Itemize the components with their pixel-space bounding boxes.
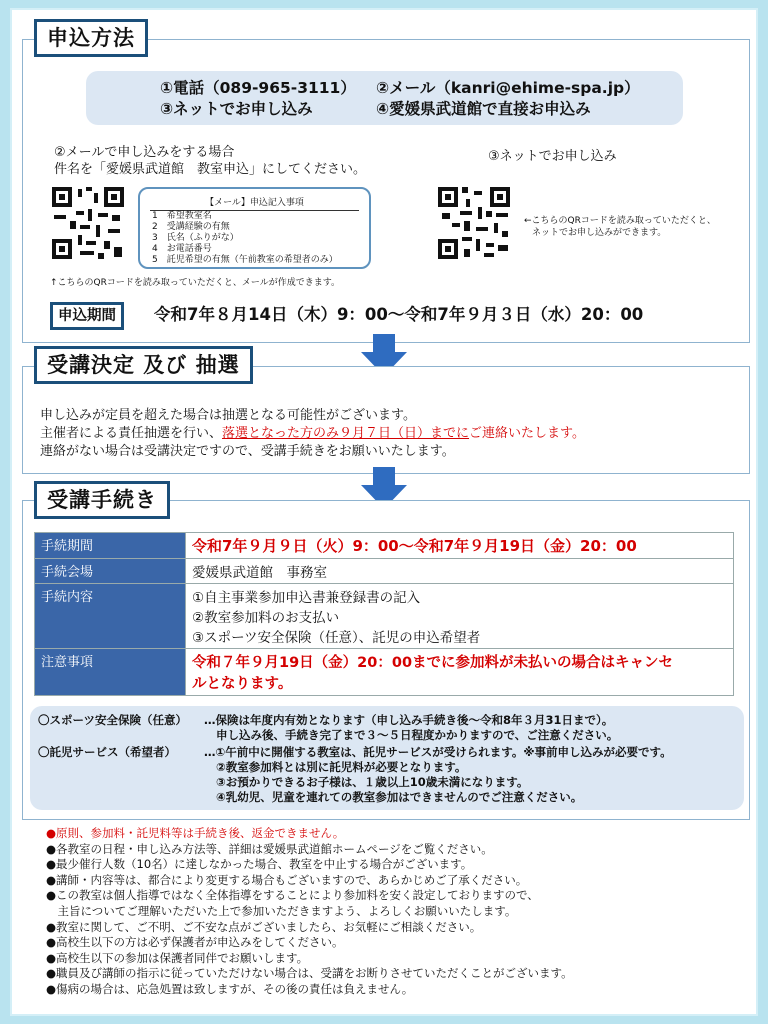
row-value-contents (186, 584, 734, 649)
method-phone: ①電話（089-965-3111） (160, 79, 356, 97)
table-row (35, 559, 734, 584)
mail-box-item: 4 お電話番号 (152, 244, 212, 254)
mail-box-title: 【メール】申込記入事項 (150, 195, 359, 211)
decision-line-2b: 落選となった方のみ９月７日（日）までに (222, 426, 470, 441)
row-label: 手続会場 (35, 559, 186, 584)
footer-notes (46, 826, 573, 998)
content-item: ②教室参加料のお支払い (192, 610, 340, 626)
footer-lead: ●原則、参加料・託児料等は手続き後、返金できません。 (46, 826, 345, 840)
childcare-line: …①午前中に開催する教室は、託児サービスが受けられます。※事前申し込みが必要です。 (204, 745, 672, 759)
procedure-table (34, 532, 734, 696)
footer-item: ●高校生以下の方は必ず保護者が申込みをしてください。 (46, 935, 344, 950)
footer-item: ●教室に関して、ご不明、ご不安な点がございましたら、お気軽にご相談ください。 (46, 919, 482, 934)
insurance-text-1: …保険は年度内有効となります（申し込み手続き後～令和8年３月31日まで）。 (204, 713, 614, 727)
mail-subject: 件名を「愛媛県武道館 教室申込」にしてください。 (54, 162, 367, 177)
childcare-line: ④乳幼児、児童を連れての教室参加はできませんのでご注意ください。 (216, 790, 583, 804)
footer-item: ●講師・内容等は、都合により変更する場合もございますので、あらかじめご了承ください。 (46, 872, 528, 887)
footer-item: ●職員及び講師の指示に従っていただけない場合は、受講をお断りさせていただくことがございます。 (46, 966, 573, 981)
procedure-title: 受講手続き (34, 481, 170, 519)
decision-line-1: 申し込みが定員を超えた場合は抽選となる可能性がございます。 (40, 408, 416, 423)
method-net: ③ネットでお申し込み (160, 100, 313, 118)
row-label: 注意事項 (35, 649, 186, 696)
period-value: 令和7年８月14日（木）9：00～令和7年９月３日（水）20：00 (154, 305, 644, 324)
decision-line-3: 連絡がない場合は受講決定ですので、受講手続きをお願いいたします。 (40, 444, 455, 459)
mail-heading: ②メールで申し込みをする場合 (54, 145, 235, 160)
apply-methods-box (86, 71, 683, 125)
childcare-line: ②教室参加料とは別に託児料が必要となります。 (216, 760, 467, 774)
method-mail: ②メール（kanri@ehime-spa.jp） (376, 79, 640, 97)
footer-item: ●各教室の日程・申し込み方法等、詳細は愛媛県武道館ホームページをご覧ください。 (46, 841, 493, 856)
row-label: 手続期間 (35, 533, 186, 559)
row-value-caution (186, 649, 734, 696)
table-row (35, 584, 734, 649)
decision-title: 受講決定 及び 抽選 (34, 346, 253, 384)
row-value-venue: 愛媛県武道館 事務室 (186, 559, 734, 584)
footer-item: ●この教室は個人指導ではなく全体指導をすることにより参加料を安く設定しておりますので、 (46, 888, 539, 903)
decision-line-2c: ご連絡いたします。 (469, 426, 585, 441)
qr-code-mail-icon[interactable] (50, 185, 126, 261)
mail-box-item: 5 託児希望の有無（午前教室の希望者のみ） (152, 255, 338, 265)
qr-code-net-icon[interactable] (436, 185, 512, 261)
period-label: 申込期間 (50, 302, 124, 330)
mail-qr-note: ↑こちらのQRコードを読み取っていただくと、メールが作成できます。 (50, 278, 340, 288)
decision-line-2 (40, 422, 585, 441)
mail-box-item: 2 受講経験の有無 (152, 222, 230, 232)
childcare-label: 〇託児サービス（希望者） (38, 745, 176, 759)
table-row (35, 533, 734, 559)
footer-item: ●最少催行人数（10名）に達しなかった場合、教室を中止する場合がございます。 (46, 857, 473, 872)
childcare-line: ③お預かりできるお子様は、１歳以上10歳未満になります。 (216, 775, 529, 789)
table-row (35, 649, 734, 696)
caution-line: ルとなります。 (192, 676, 293, 692)
mail-box-item: 1 希望教室名 (152, 211, 212, 221)
mail-entry-box (138, 187, 371, 269)
row-value-period: 令和7年９月９日（火）9：00～令和7年９月19日（金）20：00 (186, 533, 734, 559)
net-heading: ③ネットでお申し込み (488, 149, 617, 164)
caution-line: 令和７年９月19日（金）20：00までに参加料が未払いの場合はキャンセ (192, 655, 674, 671)
row-label: 手続内容 (35, 584, 186, 649)
footer-item: ●高校生以下の参加は保護者同伴でお願いします。 (46, 950, 309, 965)
apply-title: 申込方法 (34, 19, 148, 57)
insurance-label: 〇スポーツ安全保険（任意） (38, 713, 188, 727)
net-qr-note-1: ←こちらのQRコードを読み取っていただくと、 (524, 216, 716, 226)
content-item: ①自主事業参加申込書兼登録書の記入 (192, 590, 421, 606)
decision-line-2a: 主催者による責任抽選を行い、 (40, 426, 223, 441)
net-qr-note-2: ネットでお申し込みができます。 (532, 228, 667, 238)
method-direct: ④愛媛県武道館で直接お申込み (376, 100, 591, 118)
mail-box-item: 3 氏名（ふりがな） (152, 233, 239, 243)
footer-item: 主旨についてご理解いただいた上で参加いただきますよう、よろしくお願いいたします。 (46, 903, 517, 918)
notes-box (30, 706, 744, 810)
content-item: ③スポーツ安全保険（任意）、託児の申込希望者 (192, 630, 481, 646)
footer-item: ●傷病の場合は、応急処置は致しますが、その後の責任は負えません。 (46, 981, 414, 996)
insurance-text-2: 申し込み後、手続き完了まで３～５日程度かかりますので、ご注意ください。 (216, 728, 619, 742)
